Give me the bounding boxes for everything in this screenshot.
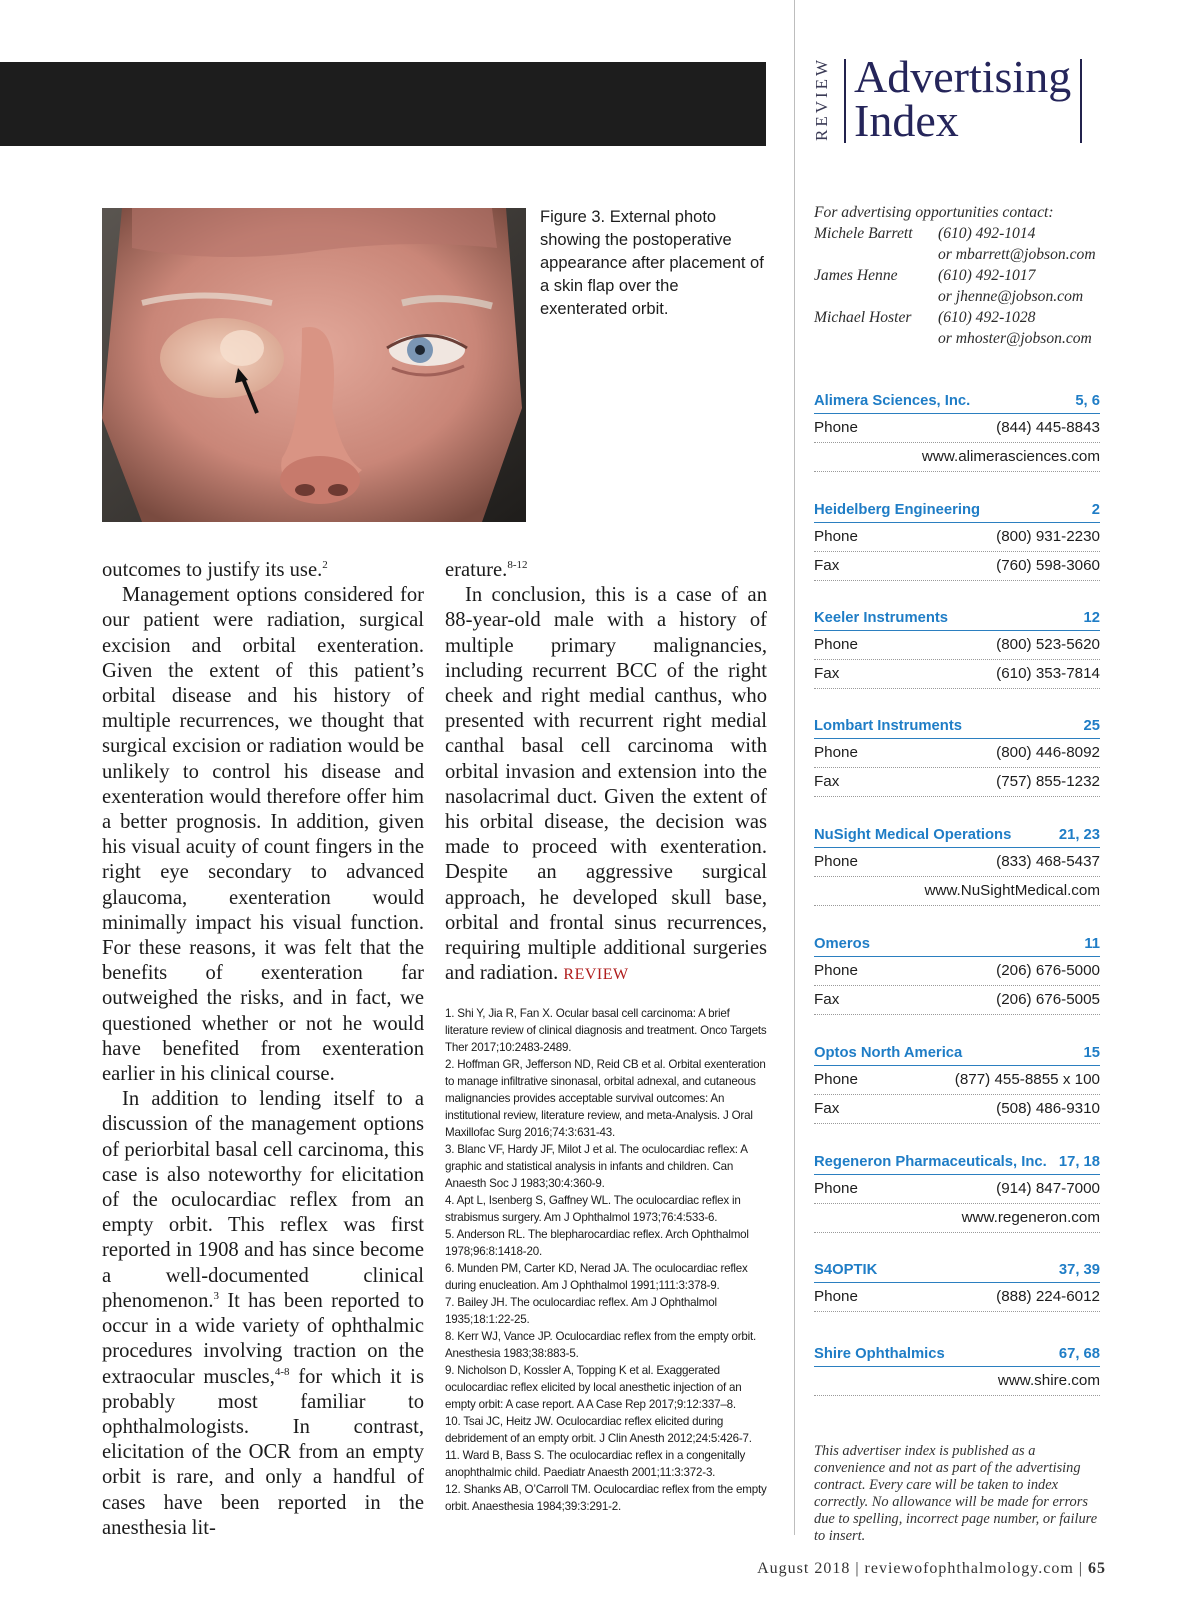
contact-row xyxy=(814,265,1114,286)
contact-name: James Henne xyxy=(814,267,898,284)
advertiser-heading[interactable]: S4OPTIK 37, 39 xyxy=(814,1261,1100,1283)
advertiser-line: Phone (877) 455-8855 x 100 xyxy=(814,1066,1100,1095)
advertiser-heading[interactable]: Heidelberg Engineering 2 xyxy=(814,501,1100,523)
reference-item: 9. Nicholson D, Kossler A, Topping K et al. Exaggerated oculocardiac reflex elicited by local anesthetic injection of an empty orbit: A case report. A A Case Rep 2017;9:12:337–8. xyxy=(445,1364,742,1411)
reference-item: 10. Tsai JC, Heitz JW. Oculocardiac reflex elicited during debridement of an empty orbit. J Clin Anesth 2012;24:5:426-7. xyxy=(445,1415,752,1445)
advertiser-heading[interactable]: Regeneron Pharmaceuticals, Inc. 17, 18 xyxy=(814,1153,1100,1175)
title-line-2: Index xyxy=(854,95,959,146)
contact-row xyxy=(814,307,1114,328)
figure-caption: Figure 3. External photo showing the postoperative appearance after placement of a skin flap over the exenterated orbit. xyxy=(540,208,764,318)
advertiser-keeler xyxy=(814,609,1100,689)
footer-issue: August 2018 xyxy=(757,1560,851,1577)
advertiser-heading[interactable]: Alimera Sciences, Inc. 5, 6 xyxy=(814,392,1100,414)
contact-value[interactable]: or jhenne@jobson.com xyxy=(938,288,1084,305)
advertiser-line: Phone (800) 446-8092 xyxy=(814,739,1100,768)
advertiser-line: Fax (610) 353-7814 xyxy=(814,660,1100,689)
reference-item: 4. Apt L, Isenberg S, Gaffney WL. The oculocardiac reflex in strabismus surgery. Am J Ophthalmol 1973;76:4:533-6. xyxy=(445,1194,741,1224)
advertiser-regeneron xyxy=(814,1153,1100,1233)
advertiser-nusight xyxy=(814,826,1100,906)
advertiser-line xyxy=(814,443,1100,472)
contact-name: Michele Barrett xyxy=(814,225,913,242)
advertiser-line: Phone (206) 676-5000 xyxy=(814,957,1100,986)
advertiser-s4optik xyxy=(814,1261,1100,1312)
advertiser-line: Phone (914) 847-7000 xyxy=(814,1175,1100,1204)
contact-value[interactable]: or mbarrett@jobson.com xyxy=(938,246,1096,263)
citation: 2 xyxy=(322,559,328,572)
citation: 8-12 xyxy=(507,559,528,572)
advertiser-line: Fax (757) 855-1232 xyxy=(814,768,1100,797)
masthead-rule-left xyxy=(844,59,846,143)
citation: 4-8 xyxy=(274,1365,290,1378)
contact-row xyxy=(814,223,1114,244)
advertiser-optos xyxy=(814,1044,1100,1124)
reference-item: 12. Shanks AB, O’Carroll TM. Oculocardiac reflex from the empty orbit. Anaesthesia 1984;39:3:291-2. xyxy=(445,1483,767,1513)
reference-item: 2. Hoffman GR, Jefferson ND, Reid CB et al. Orbital exenteration to manage infiltrative sinonasal, orbital adnexal, and cutaneous malignancies provides acceptable survival outcomes: An institutional review, literature review, and meta-Analysis. J Oral Maxillofac Surg 2016;74:3:631-43. xyxy=(445,1058,766,1139)
advertiser-line: Fax (508) 486-9310 xyxy=(814,1095,1100,1124)
reference-item: 5. Anderson RL. The blepharocardiac reflex. Arch Ophthalmol 1978;96:8:1418-20. xyxy=(445,1228,749,1258)
reference-item: 11. Ward B, Bass S. The oculocardiac reflex in a congenitally anophthalmic child. Paediatr Anaesth 2001;11:3:372-3. xyxy=(445,1449,746,1479)
contact-row xyxy=(814,328,1114,349)
contact-value: (610) 492-1017 xyxy=(938,267,1036,284)
advertiser-alimera xyxy=(814,392,1100,472)
footer-site[interactable]: reviewofophthalmology.com xyxy=(864,1560,1074,1577)
references-list xyxy=(445,1005,767,1515)
masthead-title xyxy=(854,51,1072,146)
advertiser-shire xyxy=(814,1345,1100,1396)
advertiser-line: Phone (888) 224-6012 xyxy=(814,1283,1100,1312)
advertiser-heading[interactable]: Omeros 11 xyxy=(814,935,1100,957)
contact-value[interactable]: or mhoster@jobson.com xyxy=(938,330,1092,347)
advertiser-omeros xyxy=(814,935,1100,1015)
advertiser-website[interactable]: www.shire.com xyxy=(997,1372,1100,1389)
advertiser-line xyxy=(814,1204,1100,1233)
advertiser-line: Fax (760) 598-3060 xyxy=(814,552,1100,581)
header-black-bar xyxy=(0,62,766,146)
advertiser-heading[interactable]: Keeler Instruments 12 xyxy=(814,609,1100,631)
reference-item: 3. Blanc VF, Hardy JF, Milot J et al. The oculocardiac reflex: A graphic and statistical analysis in infants and children. Can Anaesth Soc J 1983;30:4:360-9. xyxy=(445,1143,748,1190)
advertiser-heading[interactable]: NuSight Medical Operations 21, 23 xyxy=(814,826,1100,848)
contact-value: (610) 492-1014 xyxy=(938,225,1036,242)
index-disclaimer: This advertiser index is published as a convenience and not as part of the advertising contract. Every care will be taken to index correctly. No allowance will be made for errors due to spelling, incorrect page number, or failure to insert. xyxy=(814,1443,1098,1544)
contact-name: Michael Hoster xyxy=(814,309,912,326)
contact-value: (610) 492-1028 xyxy=(938,309,1036,326)
reference-item: 1. Shi Y, Jia R, Fan X. Ocular basal cell carcinoma: A brief literature review of clinical diagnosis and treatment. Onco Targets Ther 2017;10:2483-2489. xyxy=(445,1007,767,1054)
figure-photo xyxy=(102,208,526,522)
advertiser-website[interactable]: www.NuSightMedical.com xyxy=(924,882,1100,899)
advertiser-line: Phone (800) 523-5620 xyxy=(814,631,1100,660)
paragraph: erature.$^{8-12}$ xyxy=(445,559,528,581)
article-column-left xyxy=(102,558,424,1541)
reference-item: 7. Bailey JH. The oculocardiac reflex. Am J Ophthalmol 1935;18:1:22-25. xyxy=(445,1296,717,1326)
citation: 3 xyxy=(213,1290,220,1303)
reference-item: 6. Munden PM, Carter KD, Nerad JA. The oculocardiac reflex during enucleation. Am J Ophthalmol 1991;111:3:378-9. xyxy=(445,1262,748,1292)
page-number: 65 xyxy=(1088,1560,1106,1577)
advertiser-heading[interactable]: Lombart Instruments 25 xyxy=(814,717,1100,739)
paragraph: In addition to lending itself to a discussion of the management options of periorbital basal cell carcinoma, this case is also noteworthy for elicitation of the oculocardiac reflex from an empty orbit. This reflex was first reported in 1908 and has since become a well-documented clinical phenomenon.$^3$ It has been reported to occur in a wide variety of ophthalmic procedures involving traction on the extraocular muscles,$^{4-8}$ for which it is probably most familiar to ophthalmologists. In contrast, elicitation of the OCR from an empty orbit is rare, and only a handful of cases have been reported in the anesthesia lit- xyxy=(102,1088,424,1539)
advertiser-line: Fax (206) 676-5005 xyxy=(814,986,1100,1015)
advertiser-line xyxy=(814,877,1100,906)
advertiser-line xyxy=(814,1367,1100,1396)
advertiser-website[interactable]: www.regeneron.com xyxy=(961,1209,1100,1226)
review-end-mark: REVIEW xyxy=(563,966,629,984)
page-footer: August 2018 | reviewofophthalmology.com | 65 xyxy=(757,1560,1106,1577)
advertiser-heading[interactable]: Optos North America 15 xyxy=(814,1044,1100,1066)
contact-heading: For advertising opportunities contact: xyxy=(814,204,1054,221)
contact-row xyxy=(814,244,1114,265)
paragraph: outcomes to justify its use.$^2$ xyxy=(102,559,328,581)
advertiser-line: Phone (844) 445-8843 xyxy=(814,414,1100,443)
advertiser-website[interactable]: www.alimerasciences.com xyxy=(921,448,1100,465)
paragraph: In conclusion, this is a case of an 88-year-old male with a history of multiple primary malignancies, including recurrent BCC of the right cheek and right medial canthus, who presented with recurrent right medial canthal basal cell carcinoma with orbital invasion and extension into the nasolacrimal duct. Given the extent of his orbital disease, the decision was made to proceed with exenteration. Despite an aggressive surgical approach, he developed skull base, orbital and frontal sinus recurrences, requiring multiple additional surgeries and radiation. REVIEW xyxy=(445,584,767,985)
column-divider xyxy=(794,0,795,1535)
advertiser-lombart xyxy=(814,717,1100,797)
advertiser-line: Phone (800) 931-2230 xyxy=(814,523,1100,552)
advertiser-heading[interactable]: Shire Ophthalmics 67, 68 xyxy=(814,1345,1100,1367)
paragraph: Management options considered for our patient were radiation, surgical excision and orbital exenteration. Given the extent of this patient’s orbital disease and his history of multiple recurrences, we thought that surgical excision or radiation would be unlikely to control his disease and exenteration would therefore offer him a better prognosis. In addition, given his visual acuity of count fingers in the right eye secondary to advanced glaucoma, exenteration would minimally impact his visual function. For these reasons, it was felt that the benefits of exenteration far outweighed the risks, and in fact, we questioned whether or not he would have benefited from exenteration earlier in his clinical course. xyxy=(102,584,424,1086)
review-vertical-label: REVIEW xyxy=(812,56,831,142)
advertising-contact xyxy=(814,202,1114,349)
article-column-mid xyxy=(445,558,767,987)
contact-row xyxy=(814,286,1114,307)
masthead-rule-right xyxy=(1080,59,1082,143)
advertiser-heidelberg xyxy=(814,501,1100,581)
advertiser-line: Phone (833) 468-5437 xyxy=(814,848,1100,877)
reference-item: 8. Kerr WJ, Vance JP. Oculocardiac reflex from the empty orbit. Anesthesia 1983;38:883-5. xyxy=(445,1330,757,1360)
title-line-1: Advertising xyxy=(854,51,1072,102)
